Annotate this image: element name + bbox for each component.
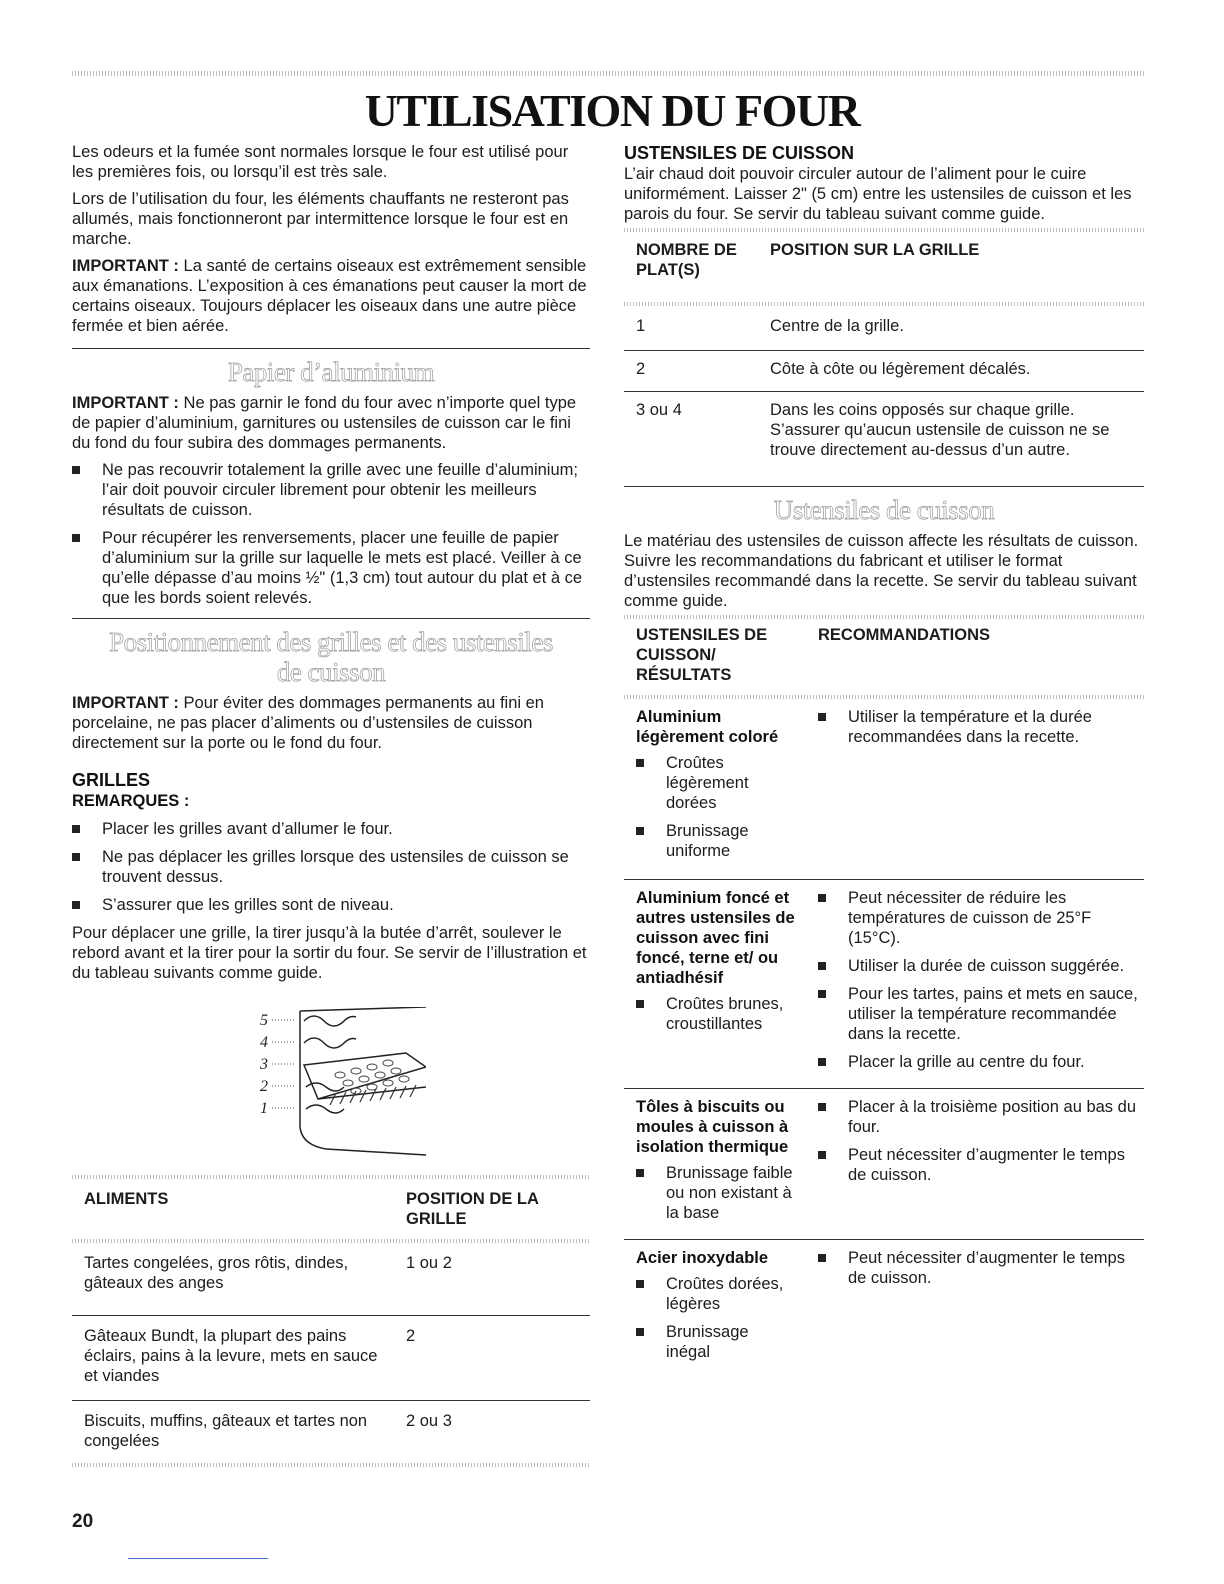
table-header: RECOMMANDATIONS <box>818 626 991 644</box>
table-row: 1 Centre de la grille. <box>624 306 1144 351</box>
materials-heading: Ustensiles de cuisson <box>624 486 1144 525</box>
materials-intro: Le matériau des ustensiles de cuisson affecte les résultats de cuisson. Suivre les recommandations du fabricant et utiliser le format d’ustensiles recommandé dans la recette. Se servir du tableau suivant comme guide. <box>624 532 1139 610</box>
rack-instructions: Pour déplacer une grille, la tirer jusqu’à la butée d’arrêt, soulever le rebord avant et la tirer pour la sortir du four. Se servir de l’illustration et du tableau suivants comme guide. <box>72 924 587 982</box>
list-item: Croûtes légèrement dorées <box>636 753 796 813</box>
ustensiles-intro: L’air chaud doit pouvoir circuler autour de l’aliment pour le cuire uniformément. Laisser 2" (5 cm) entre les ustensiles de cuisson et les parois du four. Se servir du tableau suivant comme guide. <box>624 165 1132 223</box>
list-item: Placer à la troisième position au bas du four. <box>818 1097 1144 1137</box>
ustensiles-heading: USTENSILES DE CUISSON <box>624 143 855 163</box>
page-number: 20 <box>72 1511 94 1532</box>
aluminium-important: IMPORTANT : Ne pas garnir le fond du four avec n’importe quel type de papier d’aluminium, garnitures ou ustensiles de cuisson car le fini du fond du four subira des dommages permanents. <box>72 394 577 452</box>
list-item: Pour récupérer les renversements, placer une feuille de papier d’aluminium sur la grille sur laquelle le mets est placé. Veiller à ce qu’elle dépasse d’au moins ½" (1,3 cm) tout autour du plat et à ce que les bords soient relevés. <box>72 528 590 608</box>
recommendations-list <box>818 1097 1144 1185</box>
materials-table <box>624 619 1144 1374</box>
material-name: Aluminium foncé et autres ustensiles de cuisson avec fini foncé, terne et/ ou antiadhésif <box>636 889 795 987</box>
positioning-important: IMPORTANT : Pour éviter des dommages permanents au fini en porcelaine, ne pas placer d’aliments ou d’ustensiles de cuisson directement sur la porte ou le fond du four. <box>72 694 544 752</box>
list-item: Utiliser la durée de cuisson suggérée. <box>818 956 1144 976</box>
list-item: Brunissage uniforme <box>636 821 796 861</box>
list-item: Peut nécessiter de réduire les températures de cuisson de 25°F (15°C). <box>818 888 1144 948</box>
table-row: Gâteaux Bundt, la plupart des pains éclairs, pains à la levure, mets en sauce et viandes 2 <box>72 1316 590 1401</box>
material-name: Tôles à biscuits ou moules à cuisson à isolation thermique <box>636 1098 789 1156</box>
table-header: USTENSILES DE CUISSON/ RÉSULTATS <box>636 626 768 684</box>
table-row <box>624 1240 1144 1375</box>
table-row: 3 ou 4 Dans les coins opposés sur chaque grille. S’assurer qu’aucun ustensile de cuisson ne se trouve directement au-dessus d’un autre. <box>636 401 1110 459</box>
table-header: ALIMENTS <box>84 1190 169 1208</box>
results-list <box>636 1274 796 1362</box>
foods-table <box>72 1183 590 1467</box>
list-item: Pour les tartes, pains et mets en sauce, utiliser la température recommandée dans la recette. <box>818 984 1144 1044</box>
material-name: Aluminium légèrement coloré <box>636 708 779 746</box>
recommendations-list <box>818 888 1144 1072</box>
grilles-heading: GRILLES <box>72 770 151 790</box>
results-list <box>636 753 796 861</box>
rack-label-2: 2 <box>260 1078 268 1095</box>
table-header: NOMBRE DE PLAT(S) <box>636 241 737 279</box>
rack-positions-illustration <box>256 1007 426 1157</box>
rack-label-4: 4 <box>260 1034 268 1051</box>
material-name: Acier inoxydable <box>636 1249 769 1267</box>
remarques-heading: REMARQUES : <box>72 792 190 810</box>
left-column <box>72 142 590 1467</box>
top-rule <box>72 71 1144 76</box>
table-header: POSITION SUR LA GRILLE <box>770 241 980 259</box>
list-item: Croûtes brunes, croustillantes <box>636 994 796 1034</box>
rack-label-5: 5 <box>260 1012 268 1029</box>
table-row: Tartes congelées, gros rôtis, dindes, gâteaux des anges 1 ou 2 <box>72 1243 590 1316</box>
list-item: Ne pas déplacer les grilles lorsque des ustensiles de cuisson se trouvent dessus. <box>72 847 590 887</box>
table-row <box>624 880 1144 1089</box>
list-item: Croûtes dorées, légères <box>636 1274 796 1314</box>
table-row <box>624 1089 1144 1240</box>
birds-warning: IMPORTANT : La santé de certains oiseaux est extrêmement sensible aux émanations. L’exposition à ces émanations peut causer la mort de certains oiseaux. Toujours déplacer les oiseaux dans une autre pièce fermée et bien aérée. <box>72 257 587 335</box>
list-item: Utiliser la température et la durée recommandées dans la recette. <box>818 707 1144 747</box>
list-item: S’assurer que les grilles sont de niveau. <box>72 895 590 915</box>
table-header: POSITION DE LA GRILLE <box>406 1190 539 1228</box>
rack-label-1: 1 <box>260 1100 268 1117</box>
table-row: 2 Côte à côte ou légèrement décalés. <box>624 351 1144 392</box>
intro-paragraph: Lors de l’utilisation du four, les éléments chauffants ne resteront pas allumés, mais fonctionneront par intermittence lorsque le four est en marche. <box>72 190 569 248</box>
list-item: Brunissage faible ou non existant à la base <box>636 1163 796 1223</box>
list-item: Peut nécessiter d’augmenter le temps de cuisson. <box>818 1145 1144 1185</box>
table-rule <box>72 1175 590 1179</box>
recommendations-list <box>818 1248 1144 1288</box>
results-list <box>636 1163 796 1223</box>
list-item: Ne pas recouvrir totalement la grille avec une feuille d’aluminium; l’air doit pouvoir circuler librement pour obtenir les meilleurs résultats de cuisson. <box>72 460 590 520</box>
recommendations-list <box>818 707 1144 747</box>
list-item: Placer la grille au centre du four. <box>818 1052 1144 1072</box>
aluminium-heading: Papier d’aluminium <box>72 348 590 387</box>
list-item: Brunissage inégal <box>636 1322 796 1362</box>
bottom-mark <box>128 1558 268 1559</box>
page-title: UTILISATION DU FOUR <box>364 85 860 136</box>
right-column <box>624 142 1144 1374</box>
positioning-heading: Positionnement des grilles et des ustensiles de cuisson <box>72 618 590 687</box>
intro-paragraph: Les odeurs et la fumée sont normales lorsque le four est utilisé pour les premières fois, ou lorsqu’il est très sale. <box>72 143 569 181</box>
table-row <box>624 699 1144 880</box>
rack-label-3: 3 <box>260 1056 268 1073</box>
grilles-bullets <box>72 819 590 915</box>
list-item: Placer les grilles avant d’allumer le four. <box>72 819 590 839</box>
table-row: Biscuits, muffins, gâteaux et tartes non congelées 2 ou 3 <box>84 1412 452 1450</box>
results-list <box>636 994 796 1034</box>
aluminium-bullets <box>72 460 590 608</box>
dish-count-table <box>624 232 1144 486</box>
list-item: Peut nécessiter d’augmenter le temps de cuisson. <box>818 1248 1144 1288</box>
